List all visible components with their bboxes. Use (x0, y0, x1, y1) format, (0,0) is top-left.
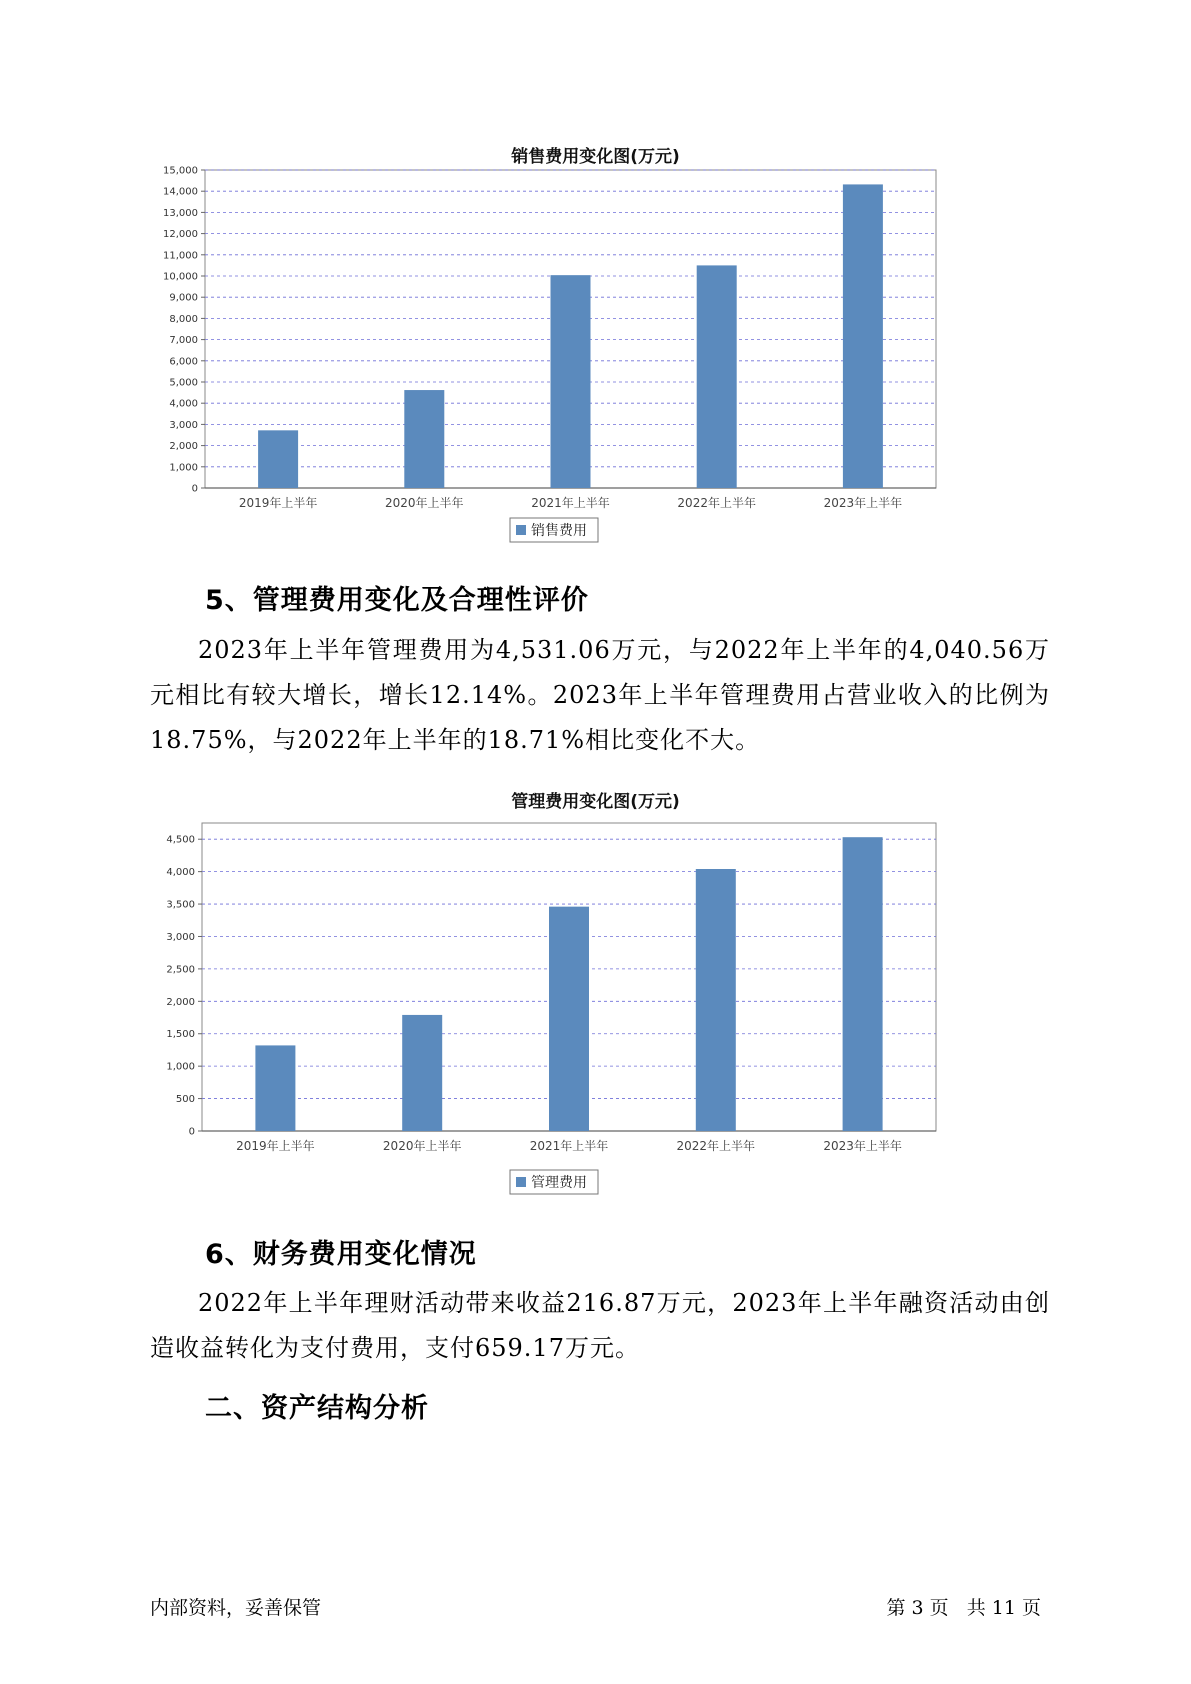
legend-label: 管理费用 (531, 1175, 587, 1191)
bar (402, 1015, 442, 1131)
y-tick-label: 3,000 (166, 931, 195, 943)
y-tick-label: 8,000 (169, 313, 198, 325)
section-5-paragraph: 2023年上半年管理费用为4,531.06万元，与2022年上半年的4,040.56万元相比有较大增长，增长12.14%。2023年上半年管理费用占营业收入的比例为18.75%，与2022年上半年的18.71%相比变化不大。 (150, 636, 1050, 754)
legend-label: 销售费用 (531, 523, 587, 539)
y-tick-label: 12,000 (163, 229, 198, 241)
y-tick-label: 4,000 (169, 398, 198, 410)
bar (697, 265, 737, 488)
bar (843, 184, 883, 488)
y-tick-label: 4,500 (166, 834, 195, 846)
x-tick-label: 2023年上半年 (823, 1139, 902, 1153)
part-2-heading: 二、资产结构分析 (205, 1393, 429, 1424)
y-tick-label: 11,000 (163, 250, 198, 262)
y-tick-label: 3,000 (169, 419, 198, 431)
y-tick-label: 1,500 (166, 1029, 195, 1041)
legend-swatch (516, 525, 526, 535)
y-tick-label: 500 (175, 1094, 195, 1106)
bar (255, 1045, 295, 1131)
x-tick-label: 2019年上半年 (238, 496, 318, 510)
admin-expense-chart (0, 805, 1191, 1205)
bar (404, 390, 444, 488)
y-tick-label: 13,000 (163, 207, 198, 219)
sales-expense-chart (0, 160, 1191, 560)
y-tick-label: 15,000 (163, 165, 198, 177)
y-tick-label: 0 (191, 483, 198, 495)
y-tick-label: 7,000 (169, 335, 198, 347)
bar (549, 907, 589, 1131)
y-tick-label: 10,000 (163, 271, 198, 283)
y-tick-label: 1,000 (169, 462, 198, 474)
x-tick-label: 2020年上半年 (385, 496, 464, 510)
y-tick-label: 6,000 (169, 356, 198, 368)
footer-page-number: 第 3 页 共 11 页 (886, 1597, 1041, 1619)
section-6-paragraph: 2022年上半年理财活动带来收益216.87万元，2023年上半年融资活动由创造收益转化为支付费用，支付659.17万元。 (150, 1289, 1050, 1362)
y-tick-label: 2,000 (166, 996, 195, 1008)
x-tick-label: 2022年上半年 (677, 496, 756, 510)
x-tick-label: 2022年上半年 (676, 1139, 756, 1153)
bar (258, 430, 298, 488)
footer-confidential: 内部资料，妥善保管 (150, 1597, 322, 1619)
bar (551, 275, 591, 488)
bar (696, 869, 736, 1131)
y-tick-label: 2,500 (166, 964, 195, 976)
x-tick-label: 2020年上半年 (382, 1139, 462, 1153)
x-tick-label: 2019年上半年 (236, 1139, 315, 1153)
x-tick-label: 2021年上半年 (531, 496, 610, 510)
y-tick-label: 14,000 (163, 186, 198, 198)
admin-chart-title: 管理费用变化图(万元) (511, 792, 680, 812)
legend-swatch (516, 1177, 526, 1187)
y-tick-label: 9,000 (169, 292, 198, 304)
section-5-heading: 5、管理费用变化及合理性评价 (205, 585, 589, 616)
y-tick-label: 0 (188, 1126, 195, 1138)
x-tick-label: 2021年上半年 (529, 1139, 609, 1153)
y-tick-label: 4,000 (166, 867, 195, 879)
sales-chart-title: 销售费用变化图(万元) (511, 147, 680, 167)
y-tick-label: 3,500 (166, 899, 195, 911)
y-tick-label: 5,000 (169, 377, 198, 389)
section-6-heading: 6、财务费用变化情况 (205, 1239, 477, 1270)
bar (843, 837, 883, 1131)
y-tick-label: 2,000 (169, 441, 198, 453)
x-tick-label: 2023年上半年 (823, 496, 903, 510)
y-tick-label: 1,000 (166, 1061, 195, 1073)
